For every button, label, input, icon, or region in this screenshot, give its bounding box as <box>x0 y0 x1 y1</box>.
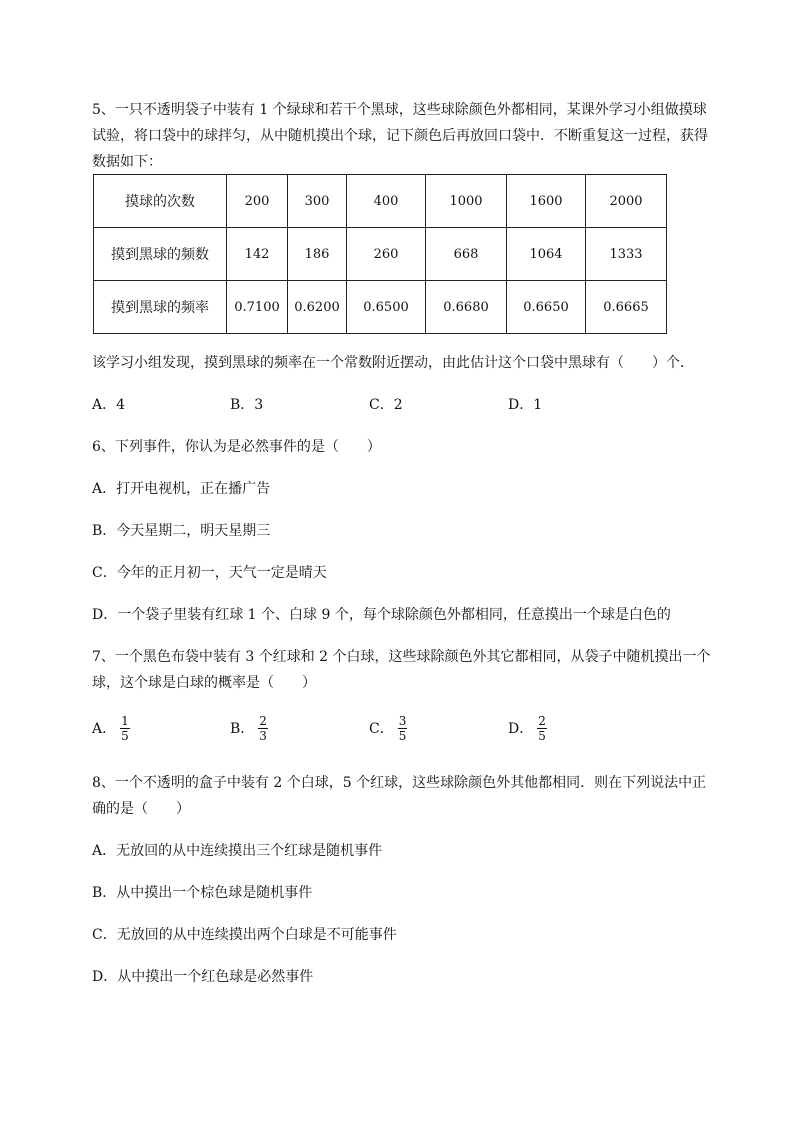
table-cell: 1064 <box>507 228 586 281</box>
table-cell: 1333 <box>586 228 667 281</box>
q8-option-b[interactable]: B．从中摸出一个棕色球是随机事件 <box>92 885 313 901</box>
table-cell: 2000 <box>586 175 667 228</box>
q7-options <box>92 714 732 750</box>
q5-option-a[interactable]: A．4 <box>92 397 126 413</box>
q5-option-b[interactable]: B．3 <box>230 397 264 413</box>
fraction-numerator: 2 <box>259 714 267 728</box>
q8-option-c[interactable]: C．无放回的从中连续摸出两个白球是不可能事件 <box>92 927 397 943</box>
q8-stem-line-1: 8、一个不透明的盒子中装有 2 个白球，5 个红球，这些球除颜色外其他都相同．则在下列说法中正 <box>92 775 707 791</box>
q6-option-c[interactable]: C．今年的正月初一，天气一定是晴天 <box>92 565 327 581</box>
q5-followup: 该学习小组发现，摸到黑球的频率在一个常数附近摆动，由此估计这个口袋中黑球有（ ）个． <box>92 355 694 371</box>
table-cell: 摸球的次数 <box>94 175 227 228</box>
table-row <box>94 281 667 334</box>
fraction-numerator: 1 <box>121 714 129 728</box>
table-cell: 0.7100 <box>227 281 288 334</box>
q7-option-a[interactable] <box>92 714 130 743</box>
table-cell: 摸到黑球的频数 <box>94 228 227 281</box>
q6-stem: 6、下列事件，你认为是必然事件的是（ ） <box>92 439 381 455</box>
table-cell: 0.6665 <box>586 281 667 334</box>
table-cell: 300 <box>288 175 347 228</box>
fraction <box>398 714 408 743</box>
q6-option-a[interactable]: A．打开电视机，正在播广告 <box>92 481 271 497</box>
q6-option-d[interactable]: D．一个袋子里装有红球 1 个、白球 9 个，每个球除颜色外都相同，任意摸出一个球是白色的 <box>92 607 671 623</box>
q7-option-b[interactable] <box>230 714 268 743</box>
fraction <box>258 714 268 743</box>
q7-option-d[interactable] <box>508 714 547 743</box>
table-cell: 摸到黑球的频率 <box>94 281 227 334</box>
q7-stem-line-1: 7、一个黑色布袋中装有 3 个红球和 2 个白球，这些球除颜色外其它都相同，从袋子中随机摸出一个 <box>92 649 711 665</box>
fraction-numerator: 3 <box>398 714 407 728</box>
table-cell: 1000 <box>426 175 507 228</box>
option-label: C． <box>369 720 394 737</box>
fraction-denominator: 5 <box>398 729 407 743</box>
fraction <box>537 714 547 743</box>
q5-stem-line-2: 试验，将口袋中的球拌匀，从中随机摸出个球，记下颜色后再放回口袋中．不断重复这一过程，获得 <box>92 128 708 144</box>
table-cell: 142 <box>227 228 288 281</box>
table-cell: 0.6200 <box>288 281 347 334</box>
q5-data-table <box>93 174 667 334</box>
q5-option-d[interactable]: D．1 <box>508 397 543 413</box>
table-cell: 1600 <box>507 175 586 228</box>
option-label: D． <box>508 720 534 737</box>
table-row <box>94 175 667 228</box>
table-cell: 0.6680 <box>426 281 507 334</box>
q6-option-b[interactable]: B．今天星期二，明天星期三 <box>92 523 271 539</box>
q8-option-d[interactable]: D．从中摸出一个红色球是必然事件 <box>92 969 314 985</box>
fraction-denominator: 3 <box>259 729 267 743</box>
option-label: A． <box>92 720 117 737</box>
q7-stem-line-2: 球，这个球是白球的概率是（ ） <box>92 675 316 691</box>
q5-stem-line-3: 数据如下： <box>92 154 162 170</box>
table-cell: 400 <box>347 175 426 228</box>
q8-option-a[interactable]: A．无放回的从中连续摸出三个红球是随机事件 <box>92 843 383 859</box>
table-cell: 0.6500 <box>347 281 426 334</box>
fraction-denominator: 5 <box>121 729 129 743</box>
table-row <box>94 228 667 281</box>
table-cell: 668 <box>426 228 507 281</box>
q8-stem-line-2: 确的是（ ） <box>92 801 190 817</box>
table-cell: 0.6650 <box>507 281 586 334</box>
option-label: B． <box>230 720 255 737</box>
fraction-denominator: 5 <box>538 729 546 743</box>
fraction <box>120 714 130 743</box>
q5-options <box>92 395 732 415</box>
table-cell: 186 <box>288 228 347 281</box>
fraction-numerator: 2 <box>538 714 546 728</box>
table-cell: 200 <box>227 175 288 228</box>
q7-option-c[interactable] <box>369 714 407 743</box>
table-cell: 260 <box>347 228 426 281</box>
q5-stem-line-1: 5、一只不透明袋子中装有 1 个绿球和若干个黑球，这些球除颜色外都相同，某课外学习小组做摸球 <box>92 102 707 118</box>
q5-option-c[interactable]: C．2 <box>369 397 403 413</box>
